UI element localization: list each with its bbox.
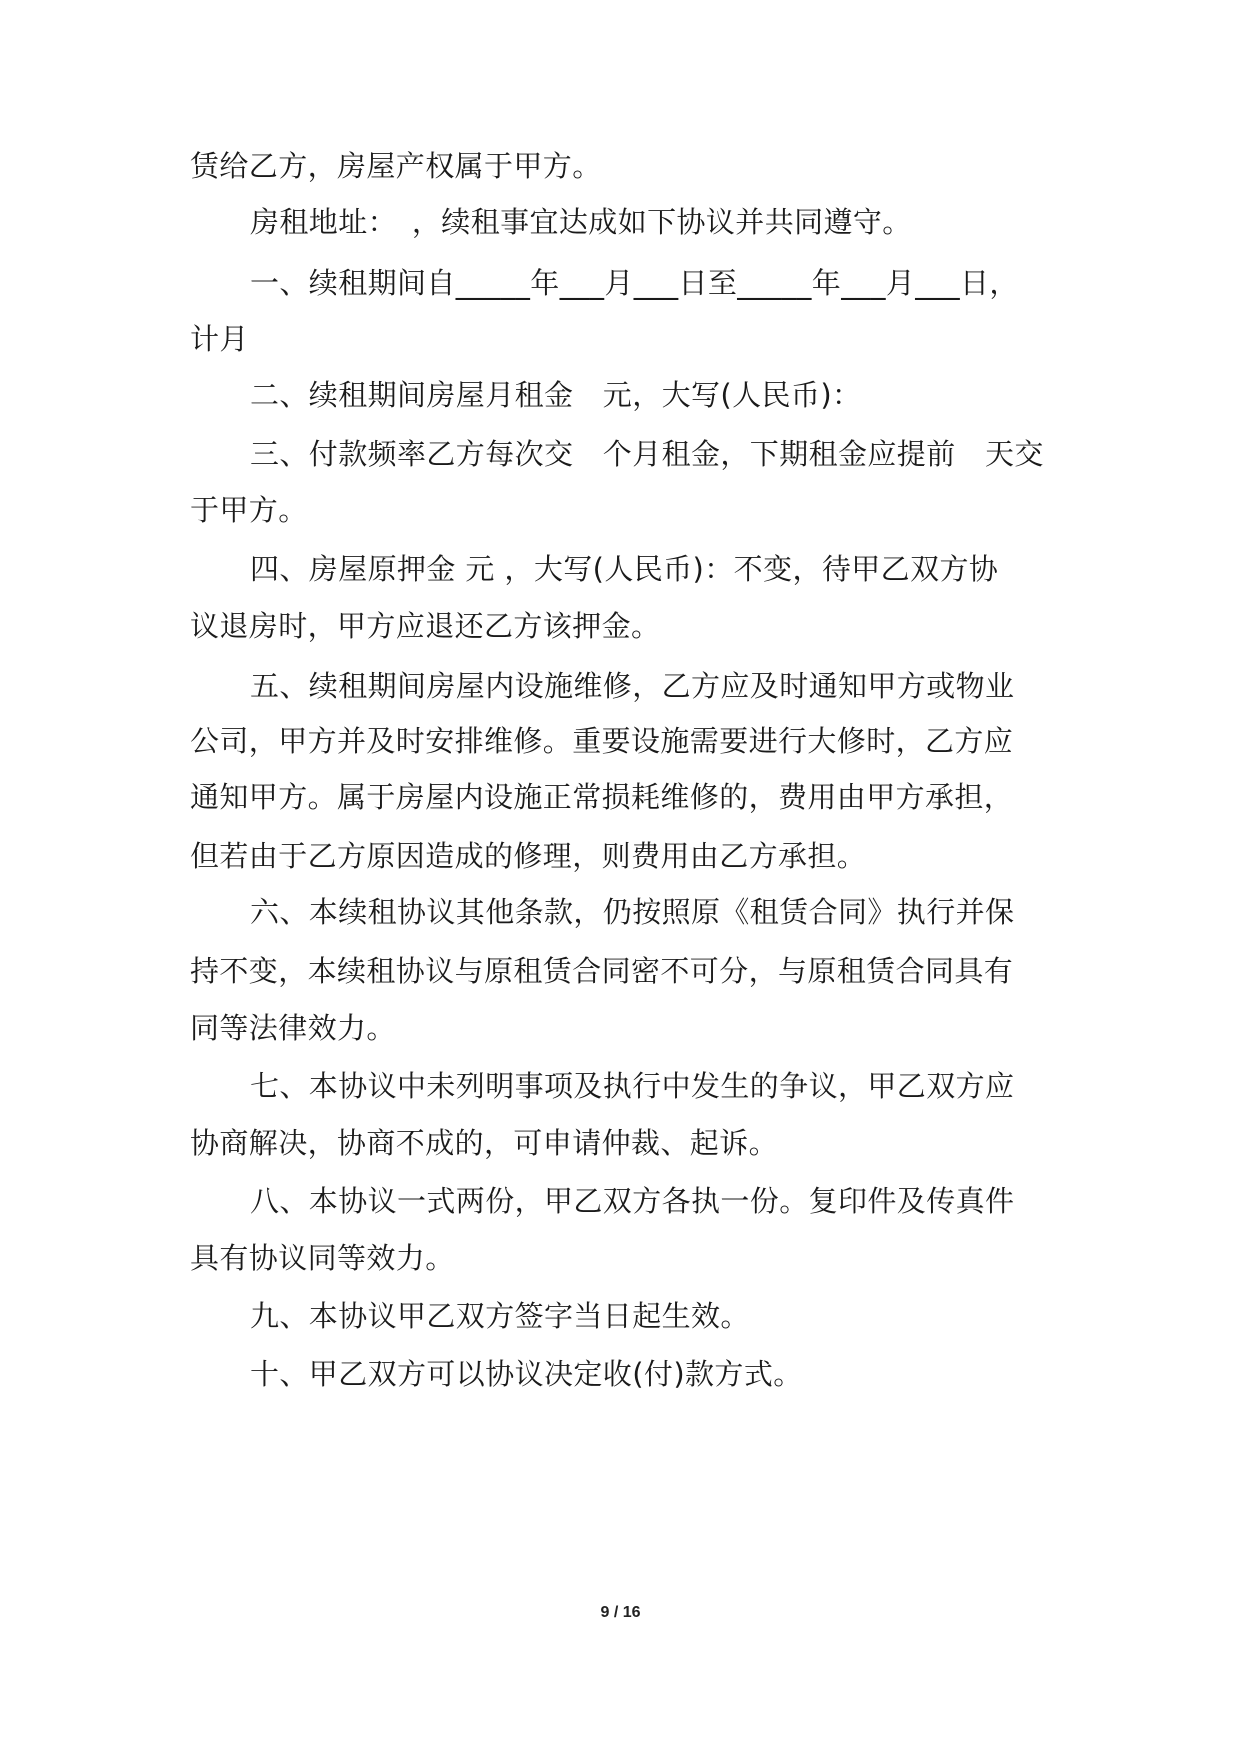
text-line-3: 一、续租期间自_____年___月___日至_____年___月___日， xyxy=(250,266,1019,300)
text-line-13: 但若由于乙方原因造成的修理，则费用由乙方承担。 xyxy=(190,839,867,873)
text-line-7: 于甲方。 xyxy=(190,493,308,527)
text-line-9: 议退房时，甲方应退还乙方该押金。 xyxy=(190,609,661,643)
text-line-20: 具有协议同等效力。 xyxy=(190,1241,455,1275)
text-line-21: 九、本协议甲乙双方签字当日起生效。 xyxy=(250,1299,750,1333)
text-line-1: 赁给乙方，房屋产权属于甲方。 xyxy=(190,149,602,183)
text-line-14: 六、本续租协议其他条款，仍按照原《租赁合同》执行并保 xyxy=(250,895,1015,929)
text-line-18: 协商解决，协商不成的，可申请仲裁、起诉。 xyxy=(190,1126,779,1160)
text-line-19: 八、本协议一式两份，甲乙双方各执一份。复印件及传真件 xyxy=(250,1184,1015,1218)
text-line-16: 同等法律效力。 xyxy=(190,1011,396,1045)
text-line-8: 四、房屋原押金 元 ，大写(人民币)：不变，待甲乙双方协 xyxy=(250,552,999,586)
text-line-22: 十、甲乙双方可以协议决定收(付)款方式。 xyxy=(250,1357,803,1391)
text-line-12: 通知甲方。属于房屋内设施正常损耗维修的，费用由甲方承担， xyxy=(190,780,1014,814)
text-line-17: 七、本协议中未列明事项及执行中发生的争议，甲乙双方应 xyxy=(250,1069,1015,1103)
text-line-5: 二、续租期间房屋月租金 元，大写(人民币)： xyxy=(250,378,862,412)
text-line-11: 公司，甲方并及时安排维修。重要设施需要进行大修时，乙方应 xyxy=(190,724,1014,758)
text-line-10: 五、续租期间房屋内设施维修，乙方应及时通知甲方或物业 xyxy=(250,669,1015,703)
text-line-15: 持不变，本续租协议与原租赁合同密不可分，与原租赁合同具有 xyxy=(190,954,1014,988)
page-number: 9 / 16 xyxy=(600,1604,641,1621)
text-line-2: 房租地址： ，续租事宜达成如下协议并共同遵守。 xyxy=(250,205,912,239)
text-line-6: 三、付款频率乙方每次交 个月租金，下期租金应提前 天交 xyxy=(250,437,1044,471)
text-line-4: 计月 xyxy=(190,322,249,356)
